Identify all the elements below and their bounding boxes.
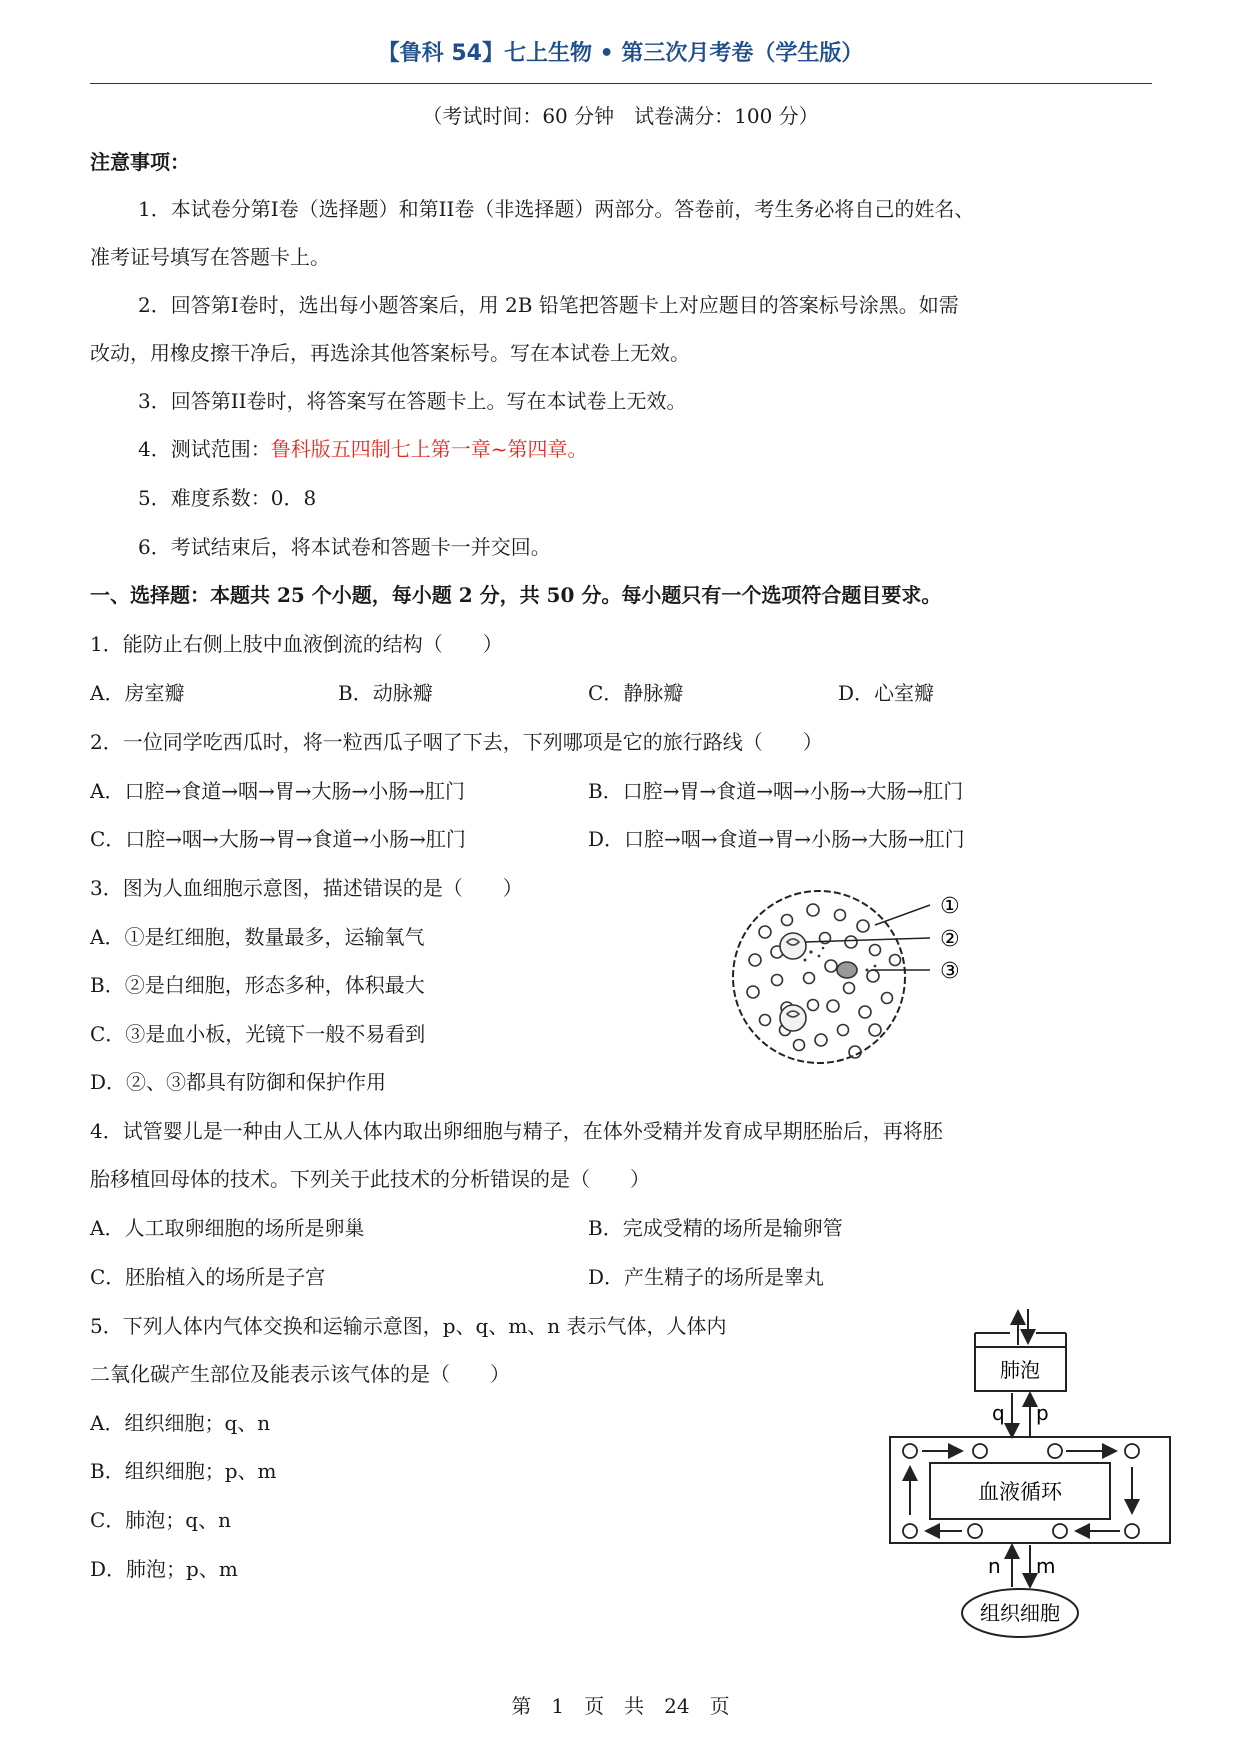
q4-option-c: C．胚胎植入的场所是子宫 (90, 1265, 326, 1289)
q4-stem: 4．试管婴儿是一种由人工从人体内取出卵细胞与精子，在体外受精并发育成早期胚胎后，再将胚 (90, 1119, 943, 1143)
section-heading: 一、选择题：本题共 25 个小题，每小题 2 分，共 50 分。每小题只有一个选项符合题目要求。 (90, 583, 942, 607)
note-item-5: 5．难度系数：0．8 (138, 486, 317, 510)
label-2: ② (940, 927, 960, 952)
q2-option-c: C．口腔→咽→大肠→胃→食道→小肠→肛门 (90, 827, 466, 851)
exam-info: （考试时间：60 分钟 试卷满分：100 分） (422, 104, 819, 128)
q5-option-a: A．组织细胞；q、n (90, 1411, 271, 1435)
q1-option-a: A．房室瓣 (90, 681, 185, 705)
q5-stem-cont: 二氧化碳产生部位及能表示该气体的是（ ） (90, 1362, 510, 1386)
q5-option-d: D．肺泡；p、m (90, 1557, 238, 1581)
note-item-2: 2．回答第I卷时，选出每小题答案后，用 2B 铅笔把答题卡上对应题目的答案标号涂黑。如需 (138, 293, 959, 317)
gas-exchange-diagram (880, 1305, 1180, 1645)
notes-title: 注意事项： (90, 150, 190, 174)
gas-n-label: n (988, 1554, 1001, 1578)
alveoli-label: 肺泡 (1000, 1358, 1040, 1382)
q1-option-b: B．动脉瓣 (338, 681, 433, 705)
tissue-label: 组织细胞 (980, 1601, 1060, 1625)
q3-stem: 3．图为人血细胞示意图，描述错误的是（ ） (90, 876, 523, 900)
label-3: ③ (940, 959, 960, 984)
q5-option-c: C．肺泡；q、n (90, 1508, 231, 1532)
blood-cell-diagram (725, 880, 970, 1080)
q4-option-d: D．产生精子的场所是睾丸 (588, 1265, 825, 1289)
q3-option-b: B．②是白细胞，形态多种，体积最大 (90, 973, 425, 997)
q2-option-b: B．口腔→胃→食道→咽→小肠→大肠→肛门 (588, 779, 964, 803)
gas-p-label: p (1036, 1401, 1049, 1425)
note-item-2-cont: 改动，用橡皮擦干净后，再选涂其他答案标号。写在本试卷上无效。 (90, 341, 690, 365)
q3-option-a: A．①是红细胞，数量最多，运输氧气 (90, 925, 425, 949)
note-item-4-label: 4．测试范围： (138, 437, 271, 461)
q1-option-c: C．静脉瓣 (588, 681, 684, 705)
note-item-6: 6．考试结束后，将本试卷和答题卡一并交回。 (138, 535, 551, 559)
gas-m-label: m (1036, 1554, 1056, 1578)
q3-option-c: C．③是血小板，光镜下一般不易看到 (90, 1022, 426, 1046)
q1-stem: 1．能防止右侧上肢中血液倒流的结构（ ） (90, 632, 503, 656)
test-scope: 鲁科版五四制七上第一章~第四章。 (270, 437, 588, 461)
note-item-3: 3．回答第II卷时，将答案写在答题卡上。写在本试卷上无效。 (138, 389, 687, 413)
q1-option-d: D．心室瓣 (838, 681, 935, 705)
q2-option-a: A．口腔→食道→咽→胃→大肠→小肠→肛门 (90, 779, 465, 803)
q4-stem-cont: 胎移植回母体的技术。下列关于此技术的分析错误的是（ ） (90, 1167, 650, 1191)
q4-option-a: A．人工取卵细胞的场所是卵巢 (90, 1216, 365, 1240)
header-divider (90, 83, 1152, 84)
q4-option-b: B．完成受精的场所是输卵管 (588, 1216, 843, 1240)
q5-stem: 5．下列人体内气体交换和运输示意图，p、q、m、n 表示气体，人体内 (90, 1314, 727, 1338)
q2-stem: 2．一位同学吃西瓜时，将一粒西瓜子咽了下去，下列哪项是它的旅行路线（ ） (90, 730, 823, 754)
label-1: ① (940, 894, 960, 919)
note-item-4 (138, 437, 588, 461)
document-title: 【鲁科 54】七上生物 • 第三次月考卷（学生版） (377, 41, 864, 66)
q5-option-b: B．组织细胞；p、m (90, 1459, 277, 1483)
gas-q-label: q (992, 1401, 1005, 1425)
circulation-label: 血液循环 (978, 1480, 1062, 1504)
note-item-1-cont: 准考证号填写在答题卡上。 (90, 245, 330, 269)
note-item-1: 1．本试卷分第I卷（选择题）和第II卷（非选择题）两部分。答卷前，考生务必将自己的姓名、 (138, 197, 975, 221)
page-number: 第 1 页 共 24 页 (511, 1694, 730, 1718)
q3-option-d: D．②、③都具有防御和保护作用 (90, 1070, 387, 1094)
q2-option-d: D．口腔→咽→食道→胃→小肠→大肠→肛门 (588, 827, 965, 851)
